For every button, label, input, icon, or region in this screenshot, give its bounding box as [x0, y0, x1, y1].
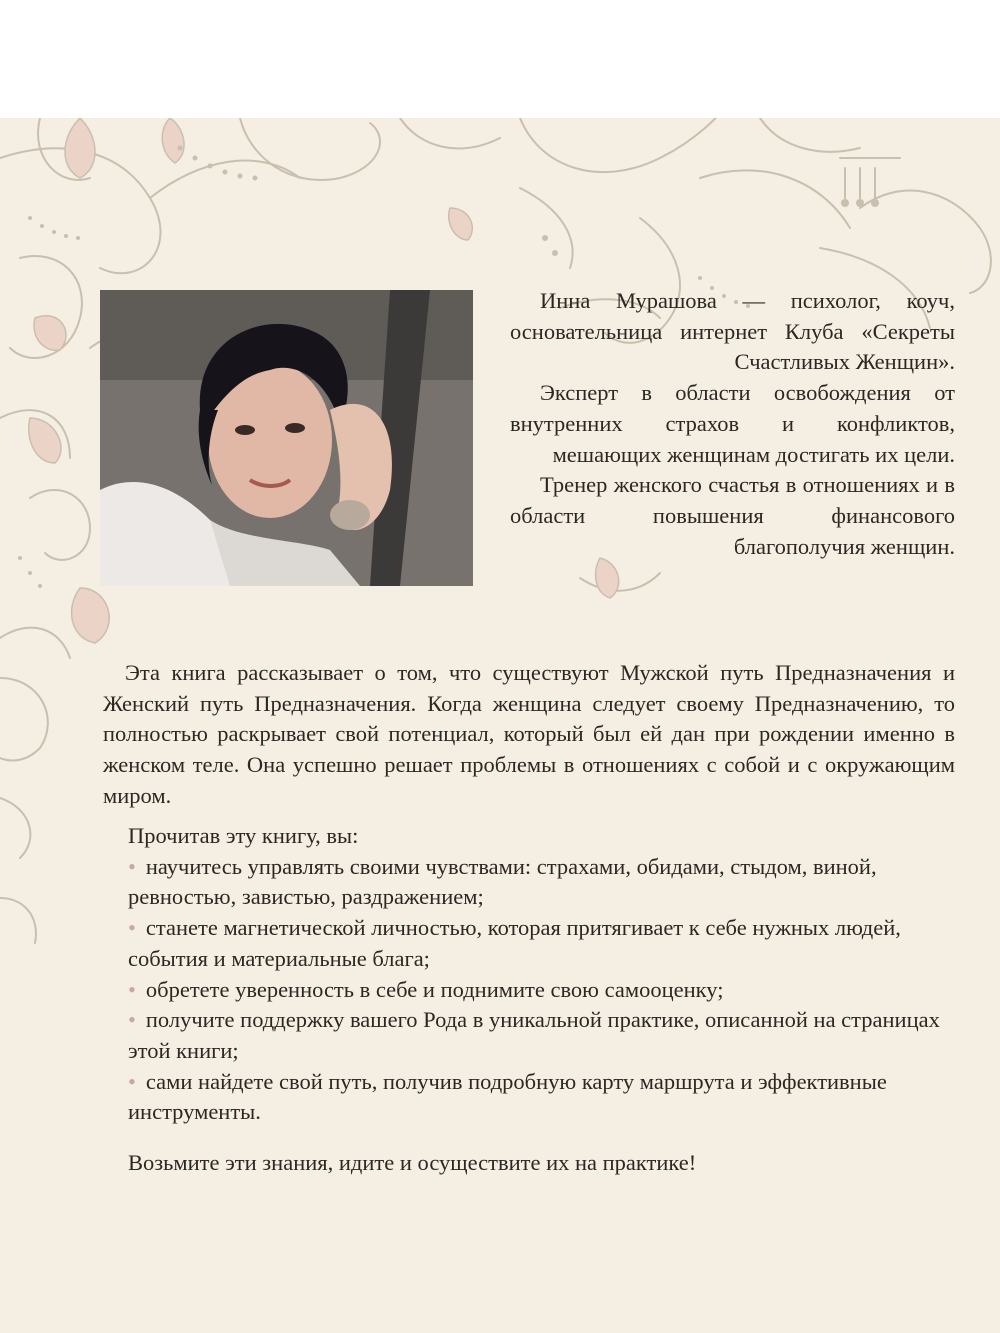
bio-paragraph-3: Тренер женского счастья в отношениях и в области повышения финансового благополучия женщин. [510, 472, 955, 559]
list-item-text: сами найдете свой путь, получив подробную карту маршрута и эффективные инструменты. [128, 1068, 887, 1125]
list-item [128, 852, 958, 913]
bullet-icon: • [128, 915, 136, 941]
bullet-icon: • [128, 853, 136, 879]
description-paragraph: Эта книга рассказывает о том, что существуют Мужской путь Предназначения и Женский путь Предназначения. Когда женщина следует своему Предназначению, то полностью раскрывает свой потенциал, который был ей дан при рождении именно в женском теле. Она успешно решает проблемы в отношениях с собой и с окружающим миром. [103, 660, 955, 808]
list-item-text: станете магнетической личностью, которая притягивает к себе нужных людей, события и материальные блага; [128, 915, 901, 971]
bio-paragraph-2: Эксперт в области освобождения от внутренних страхов и конфликтов, мешающих женщинам достигать их цели. [510, 380, 955, 467]
list-item [128, 1005, 958, 1066]
list-item-text: получите поддержку вашего Рода в уникальной практике, описанной на страницах этой книги; [128, 1007, 940, 1063]
list-item [128, 975, 958, 1006]
list-item-text: обретете уверенность в себе и поднимите свою самооценку; [145, 976, 724, 1002]
back-cover [0, 118, 1000, 1333]
list-item [128, 1067, 958, 1128]
author-bio [510, 286, 955, 562]
bio-paragraph-1: Инна Мурашова — психолог, коуч, основательница интернет Клуба «Секреты Счастливых Женщин». [510, 288, 955, 375]
benefits-list [128, 821, 958, 1128]
list-item-text: научитесь управлять своими чувствами: страхами, обидами, стыдом, виной, ревностью, завистью, раздражением; [128, 853, 877, 910]
bullet-icon: • [128, 1068, 136, 1094]
author-portrait [100, 290, 473, 586]
author-photo [100, 290, 473, 586]
book-description [103, 658, 955, 812]
bullet-icon: • [128, 976, 136, 1002]
bullet-icon: • [128, 1007, 136, 1033]
benefits-intro: Прочитав эту книгу, вы: [128, 823, 359, 848]
closing-statement: Возьмите эти знания, идите и осуществите их на практике! [128, 1150, 697, 1175]
list-item [128, 913, 958, 974]
